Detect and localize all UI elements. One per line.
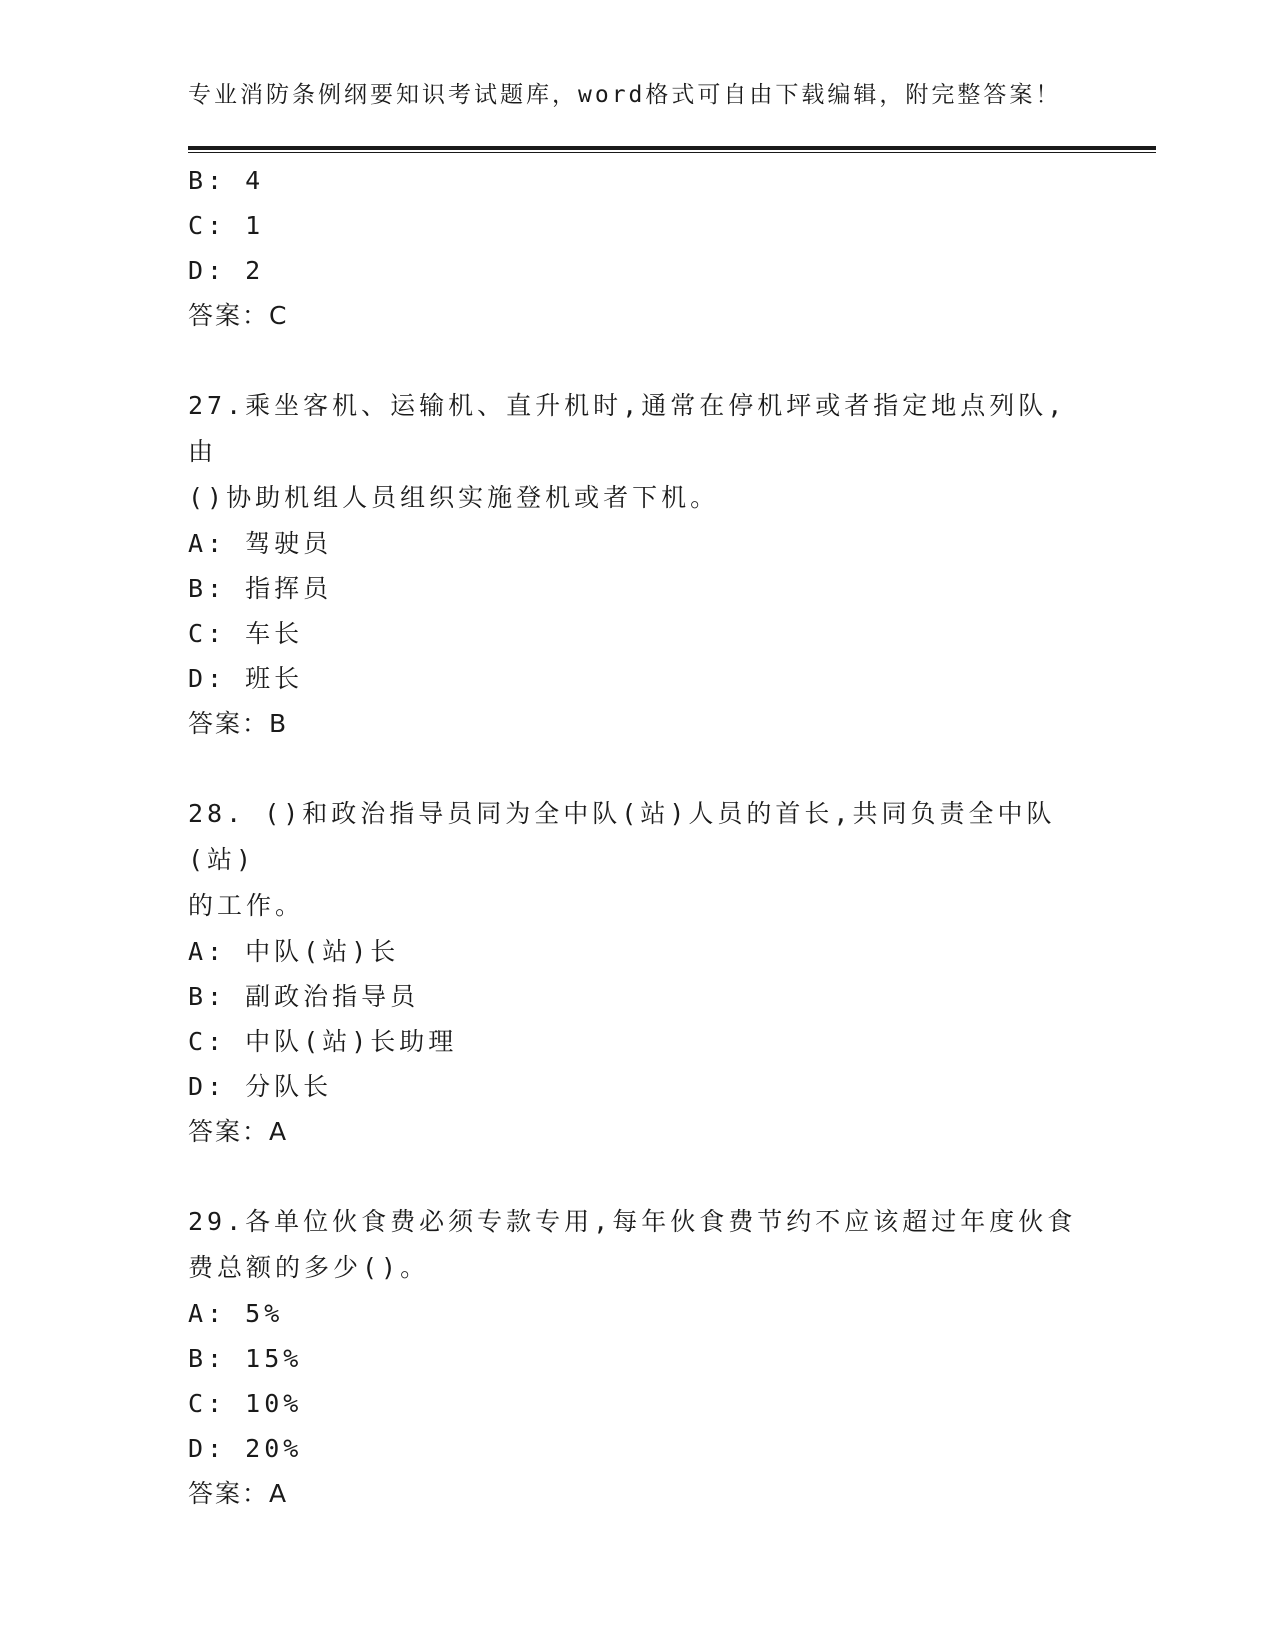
option-label: B: xyxy=(188,982,227,1011)
option-label: C: xyxy=(188,1027,227,1056)
option-b xyxy=(188,158,1088,203)
option-c xyxy=(188,1019,1088,1064)
header-divider xyxy=(188,146,1156,154)
option-label: A: xyxy=(188,937,227,966)
option-text: 4 xyxy=(245,166,265,195)
option-label: C: xyxy=(188,619,227,648)
option-label: C: xyxy=(188,1389,227,1418)
question-stem-line: 27.乘坐客机、运输机、直升机时,通常在停机坪或者指定地点列队,由 xyxy=(188,391,1067,466)
option-text: 中队(站)长助理 xyxy=(245,1027,458,1056)
option-b xyxy=(188,566,1088,611)
option-label: A: xyxy=(188,529,227,558)
option-text: 班长 xyxy=(245,664,304,693)
option-d xyxy=(188,1064,1088,1109)
option-text: 5% xyxy=(245,1299,284,1328)
option-text: 车长 xyxy=(245,619,304,648)
option-c xyxy=(188,611,1088,656)
divider-thin-line xyxy=(188,152,1156,153)
option-b xyxy=(188,1336,1088,1381)
question-28 xyxy=(188,791,1088,1155)
question-27 xyxy=(188,383,1088,747)
option-text: 副政治指导员 xyxy=(245,982,420,1011)
option-c xyxy=(188,203,1088,248)
question-stem-line: ()协助机组人员组织实施登机或者下机。 xyxy=(188,483,720,512)
answer-line: 答案：A xyxy=(188,1479,289,1508)
prev-question-tail xyxy=(188,158,1088,339)
option-label: B: xyxy=(188,574,227,603)
question-stem-line: 的工作。 xyxy=(188,891,305,920)
option-b xyxy=(188,974,1088,1019)
option-text: 分队长 xyxy=(245,1072,333,1101)
page-header: 专业消防条例纲要知识考试题库，word格式可自由下载编辑，附完整答案！ xyxy=(188,82,1062,108)
option-d xyxy=(188,1426,1088,1471)
question-stem-line: 28. ()和政治指导员同为全中队(站)人员的首长,共同负责全中队(站) xyxy=(188,799,1056,874)
option-a xyxy=(188,1291,1088,1336)
option-c xyxy=(188,1381,1088,1426)
option-label: D: xyxy=(188,664,227,693)
option-label: D: xyxy=(188,256,227,285)
question-stem-line: 29.各单位伙食费必须专款专用,每年伙食费节约不应该超过年度伙食 xyxy=(188,1207,1077,1236)
option-text: 15% xyxy=(245,1344,303,1373)
option-label: B: xyxy=(188,166,227,195)
option-text: 指挥员 xyxy=(245,574,333,603)
option-label: A: xyxy=(188,1299,227,1328)
option-d xyxy=(188,656,1088,701)
question-content xyxy=(188,158,1088,1517)
option-text: 20% xyxy=(245,1434,303,1463)
option-text: 驾驶员 xyxy=(245,529,333,558)
option-d xyxy=(188,248,1088,293)
option-label: D: xyxy=(188,1434,227,1463)
divider-thick-line xyxy=(188,146,1156,150)
option-text: 中队(站)长 xyxy=(245,937,400,966)
option-label: C: xyxy=(188,211,227,240)
answer-line: 答案：B xyxy=(188,709,289,738)
answer-line: 答案：C xyxy=(188,301,289,330)
option-a xyxy=(188,521,1088,566)
option-label: D: xyxy=(188,1072,227,1101)
option-a xyxy=(188,929,1088,974)
answer-line: 答案：A xyxy=(188,1117,289,1146)
question-stem-line: 费总额的多少()。 xyxy=(188,1253,430,1282)
option-text: 10% xyxy=(245,1389,303,1418)
option-text: 1 xyxy=(245,211,265,240)
question-29 xyxy=(188,1199,1088,1517)
option-text: 2 xyxy=(245,256,265,285)
option-label: B: xyxy=(188,1344,227,1373)
